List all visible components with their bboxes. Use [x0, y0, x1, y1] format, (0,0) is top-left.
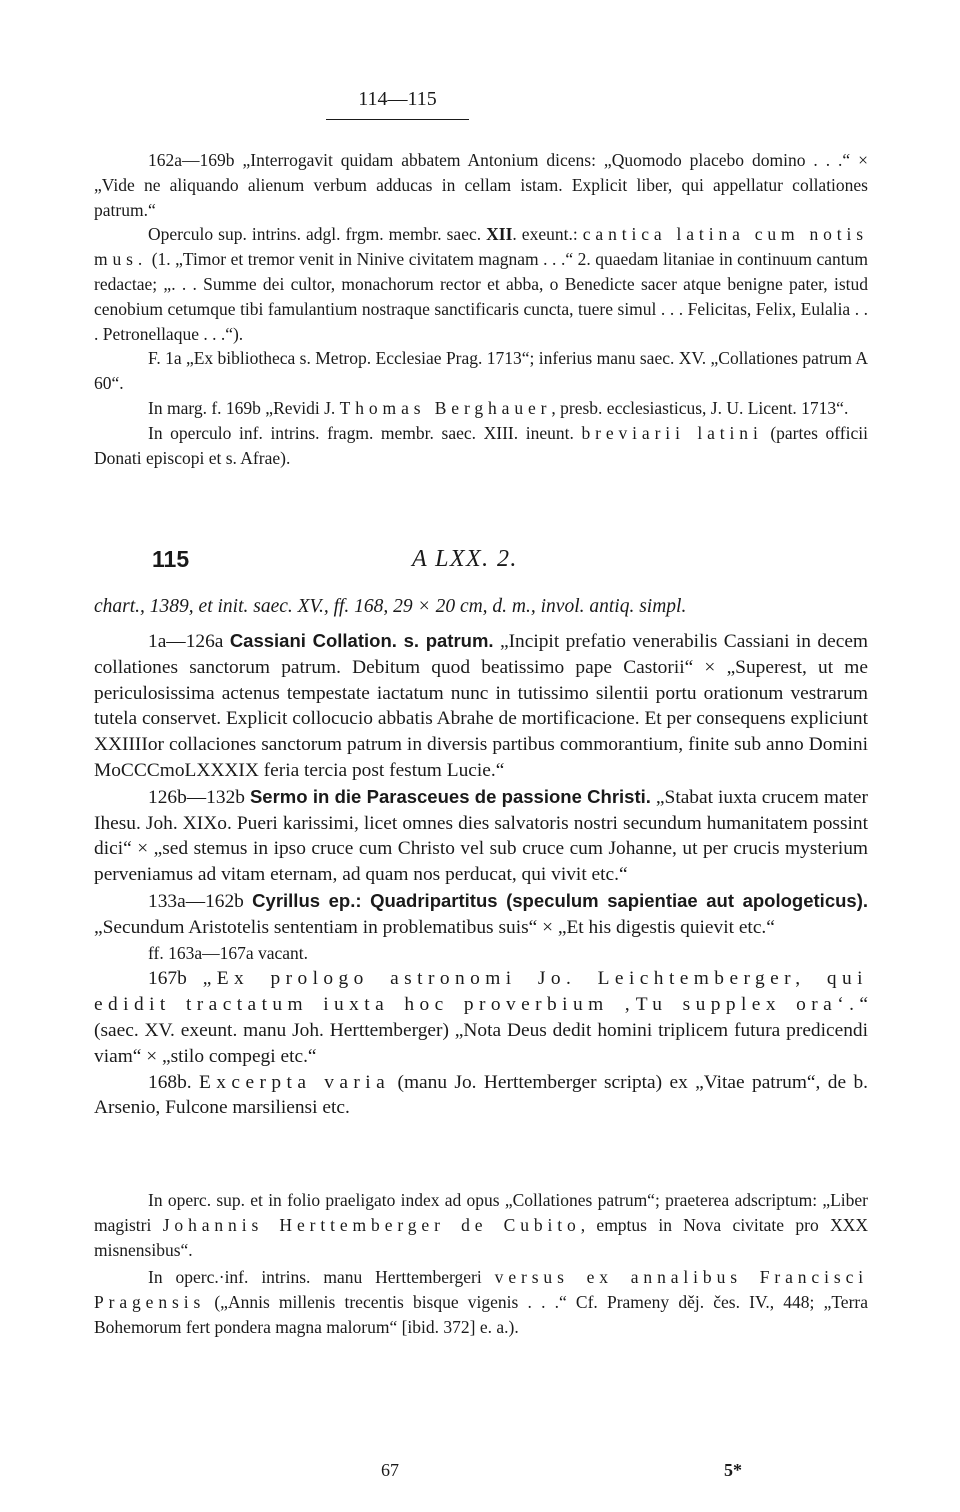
item-title: Cyrillus ep.: Quadripartitus (speculum sapientiae aut apologeticus). [252, 889, 868, 911]
folio-ref: 168b. [148, 1071, 192, 1093]
prev-note-operculo-sup: Operculo sup. intrins. adgl. frgm. membr. saec. XII. exeunt.: cantica latina cum notis mus. (1. „Timor et tremor venit in Ninive civitatem magnam . . .“ 2. quaedam litaniae in continuum cantum redactae; „. . . Summe dei cultor, monachorum rector et abba, o Benedicte sacer atque benigne pater, istud cenobium cetumque tibi famulantium nostraque sanctificaris cuncta, tuere simul . . . Felicitas, Felix, Eulalia . . . Petronellaque . . .“). [94, 224, 868, 344]
folio-ref: 167b [148, 968, 187, 990]
folio-ref: 1a—126a [148, 631, 224, 652]
item-leichtemberger: 167b „Ex prologo astronomi Jo. Leichtemberger, qui edidit tractatum iuxta hoc proverbium ‚Tu supplex ora‘.“ (saec. XV. exeunt. manu Joh. Herttemberger) „Nota Deus dedit homini triplicem futura predicendi viam“ × „stilo compegi etc.“ [94, 968, 868, 1067]
page-number: 67 [381, 1460, 399, 1480]
item-cyrillus: 133a—162b Cyrillus ep.: Quadripartitus (speculum sapientiae aut apologeticus). „Secundum Aristotelis sententiam in problematibus suis“ × „Et his digestis quievit etc.“ [94, 889, 868, 938]
entry-shelfmark: A LXX. 2. [412, 546, 518, 572]
note-operc-inf: In operc.·inf. intrins. manu Herttembergeri versus ex annalibus Francisci Pragensis („Annis millenis trecentis bisque vigenis . . .“ Cf. Prameny děj. čes. IV., 448; „Terra Bohemorum fert pondera magna malorum“ [ibid. 372] e. a.). [94, 1267, 869, 1337]
previous-entry-end [94, 148, 868, 470]
signature-mark: 5* [724, 1460, 742, 1480]
entry-notes [94, 1188, 868, 1340]
folio-ref: 126b—132b [148, 786, 245, 808]
item-title: Cassiani Collation. s. patrum. [229, 630, 494, 651]
physical-description: chart., 1389, et init. saec. XV., ff. 168, 29 × 20 cm, d. m., invol. antiq. simpl. [94, 596, 687, 617]
prev-item-collationes: 162a—169b „Interrogavit quidam abbatem Antonium dicens: „Quomodo placebo domino . . .“ × „Vide ne aliquando alienum verbum adducas in cellam istam. Explicit liber, qui appellatur collationes patrum.“ [94, 150, 869, 220]
prev-note-f1a: F. 1a „Ex bibliotheca s. Metrop. Ecclesiae Prag. 1713“; inferius manu saec. XV. „Collationes patrum A 60“. [94, 348, 868, 394]
item-vacant: ff. 163a—167a vacant. [148, 942, 309, 963]
prev-note-marg: In marg. f. 169b „Revidi J. Thomas Berghauer, presb. ecclesiasticus, J. U. Licent. 1713“. [148, 397, 849, 418]
item-cassianus: 1a—126a Cassiani Collation. s. patrum. „Incipit prefatio venerabilis Cassiani in decem collationes sanctorum patrum. Debitum quod beatissimo pape Castorii“ × „Superest, ut me periculosissima actenus tempestate iactatum nunc in tutissimo silentii portu orationum vestrarum tutela conservet. Explicit collocucio abbatis Abrahe de mortificacione. Et per consequens expliciunt XXIIIIor collaciones sanctorum patrum in diversis partibus commorantium, finite sub anno Domini MoCCCmoLXXXIX feria tercia post festum Lucie.“ [94, 630, 869, 781]
entry-number: 115 [152, 546, 190, 572]
running-head-rule [326, 119, 469, 120]
running-head: 114—115 [358, 88, 437, 110]
item-title: Sermo in die Parasceues de passione Christi. [249, 785, 651, 807]
entry-contents [94, 628, 868, 1121]
folio-ref: 133a—162b [148, 890, 244, 912]
note-operc-sup: In operc. sup. et in folio praeligato index ad opus „Collationes patrum“; praeterea adscriptum: „Liber magistri Johannis Herttemberger de Cubito, emptus in Nova civitate pro XXX misnensibus“. [94, 1190, 868, 1260]
folio-ref: 162a—169b [148, 150, 235, 170]
prev-note-operculo-inf: In operculo inf. intrins. fragm. membr. saec. XIII. ineunt. breviarii latini (partes officii Donati episcopi et s. Afrae). [94, 422, 868, 468]
item-excerpta: 168b. Excerpta varia (manu Jo. Herttemberger scripta) ex „Vitae patrum“, de b. Arsenio, Fulcone marsiliensi etc. [94, 1071, 868, 1119]
item-sermo: 126b—132b Sermo in die Parasceues de passione Christi. „Stabat iuxta crucem mater Ihesu. Joh. XIXo. Pueri karissimi, licet omnes dies salvatoris nostri secundum humanitatem possint dici“ × „sed stemus in ipso cruce cum Christo vel sub cruce cum Johanne, ut per crucis mysterium perveniamus ad vitam eternam, ad quam nos perducat, qui vivit etc.“ [94, 785, 868, 886]
entry-heading [94, 546, 868, 578]
